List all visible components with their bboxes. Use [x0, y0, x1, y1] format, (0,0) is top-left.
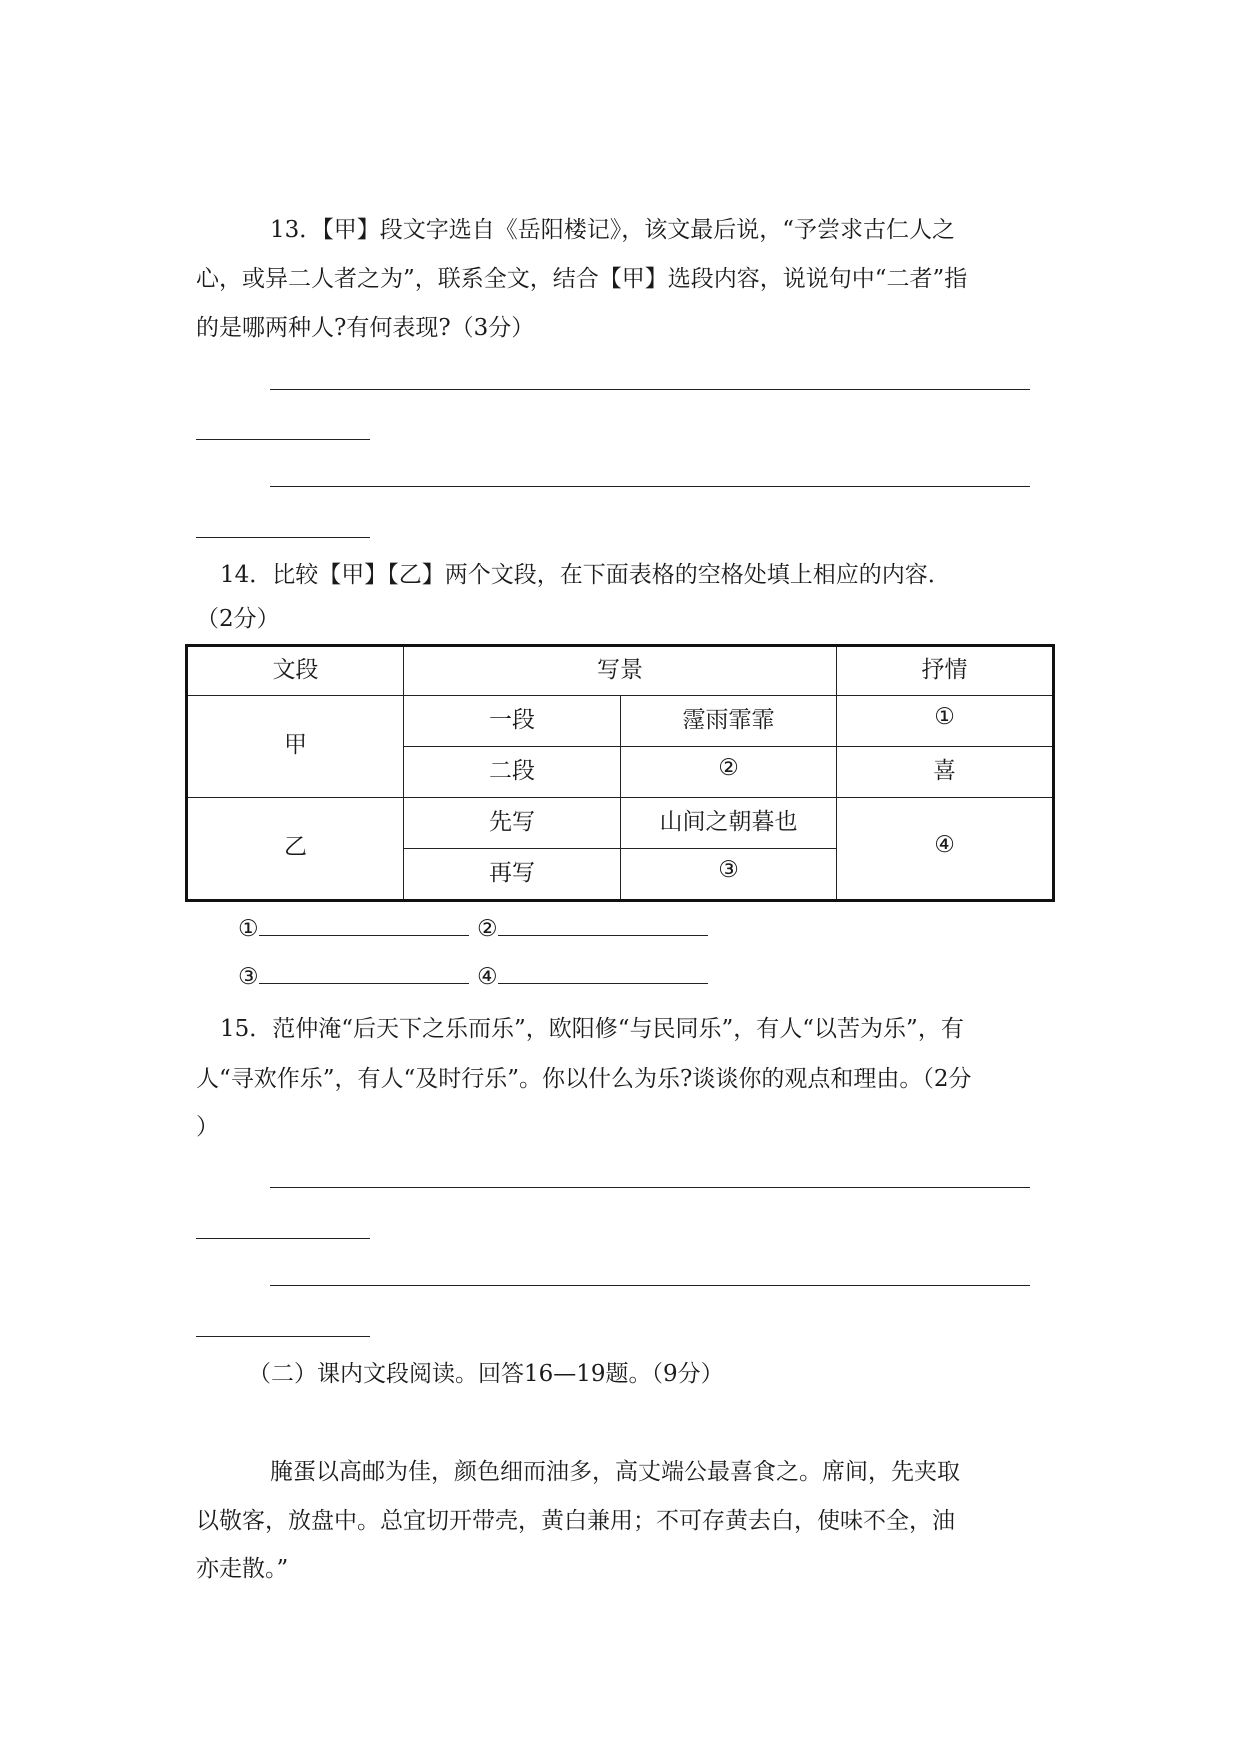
cell-scene: 山间之朝暮也: [621, 798, 837, 849]
q13-line-1: 13．【甲】段文字选自《岳阳楼记》，该文最后说，“予尝求古仁人之: [270, 217, 956, 243]
q13-answer-line-2b[interactable]: [196, 537, 370, 538]
answer-line-4[interactable]: [498, 961, 708, 984]
q13-answer-line-1b[interactable]: [196, 439, 370, 440]
answer-blank-3[interactable]: [238, 960, 469, 994]
cell-part: 先写: [404, 798, 621, 849]
answer-blank-4[interactable]: [477, 960, 708, 994]
q15-answer-line-2a[interactable]: [270, 1285, 1030, 1286]
answer-marker-4: ④: [477, 964, 498, 990]
q14-line-1: 14．比较【甲】【乙】两个文段，在下面表格的空格处填上相应的内容．: [220, 562, 951, 588]
answer-line-2[interactable]: [498, 913, 708, 936]
q15-line-2: 人“寻欢作乐”，有人“及时行乐”。你以什么为乐?谈谈你的观点和理由。（2分: [196, 1066, 972, 1092]
cell-part: 再写: [404, 849, 621, 901]
cell-jia: 甲: [187, 696, 404, 798]
cell-part: 一段: [404, 696, 621, 747]
q13-answer-line-2a[interactable]: [270, 486, 1030, 487]
cell-blank-1[interactable]: ①: [837, 696, 1054, 747]
section-2-heading: （二）课内文段阅读。回答16—19题。（9分）: [248, 1361, 724, 1387]
q13-answer-line-1a[interactable]: [270, 389, 1030, 390]
q15-answer-line-1a[interactable]: [270, 1187, 1030, 1188]
answer-marker-1: ①: [238, 916, 259, 942]
table-row: [187, 798, 1054, 849]
passage-line-2: 以敬客，放盘中。总宜切开带壳，黄白兼用；不可存黄去白，使味不全，油: [196, 1508, 955, 1534]
q14-line-2: （2分）: [196, 606, 280, 632]
q15-line-1: 15．范仲淹“后天下之乐而乐”，欧阳修“与民同乐”，有人“以苦为乐”，有: [220, 1016, 964, 1042]
answer-line-3[interactable]: [259, 961, 469, 984]
cell-emotion: 喜: [837, 747, 1054, 798]
header-passage: 文段: [187, 646, 404, 696]
header-emotion: 抒情: [837, 646, 1054, 696]
cell-blank-4[interactable]: ④: [837, 798, 1054, 901]
passage-line-3: 亦走散。”: [196, 1556, 289, 1582]
answer-line-1[interactable]: [259, 913, 469, 936]
table-header-row: [187, 646, 1054, 696]
q15-line-3: ）: [196, 1114, 219, 1140]
q15-answer-line-2b[interactable]: [196, 1336, 370, 1337]
cell-blank-3[interactable]: ③: [621, 849, 837, 901]
cell-blank-2[interactable]: ②: [621, 747, 837, 798]
cell-scene: 霪雨霏霏: [621, 696, 837, 747]
header-scenery: 写景: [404, 646, 837, 696]
cell-yi: 乙: [187, 798, 404, 901]
answer-marker-2: ②: [477, 916, 498, 942]
q13-line-2: 心，或异二人者之为”，联系全文，结合【甲】选段内容，说说句中“二者”指: [196, 266, 968, 292]
answer-blank-1[interactable]: [238, 912, 469, 946]
table-row: [187, 696, 1054, 747]
q15-answer-line-1b[interactable]: [196, 1238, 370, 1239]
answer-marker-3: ③: [238, 964, 259, 990]
cell-part: 二段: [404, 747, 621, 798]
passage-line-1: 腌蛋以高邮为佳，颜色细而油多，高丈端公最喜食之。席间，先夹取: [270, 1459, 960, 1485]
answer-blank-2[interactable]: [477, 912, 708, 946]
q13-line-3: 的是哪两种人?有何表现?（3分）: [196, 315, 535, 341]
comparison-table: [185, 644, 1055, 902]
